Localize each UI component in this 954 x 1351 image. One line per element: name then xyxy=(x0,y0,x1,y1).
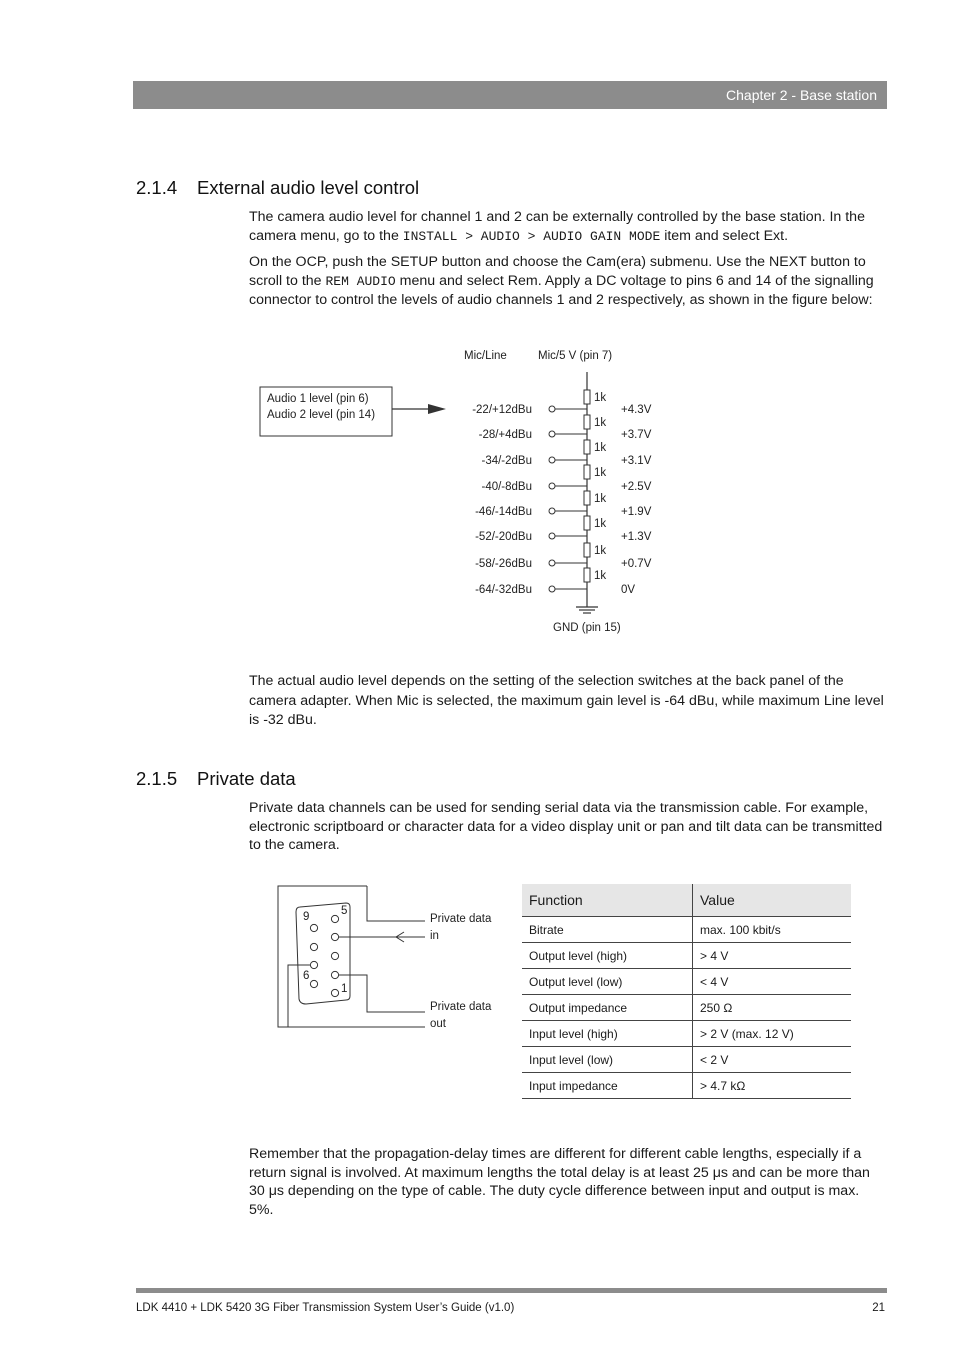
table-header-row xyxy=(522,884,851,917)
chapter-title: Chapter 2 - Base station xyxy=(726,87,877,103)
footer-bar xyxy=(136,1288,887,1293)
paragraph-propagation-delay: Remember that the propagation-delay times are different for different cable lengths, especially if a return signal is involved. At maximum lengths the total delay is at least 25 μs and can be more than 30 μs depending on the type of cable. The duty cycle difference between input and output is max. 5%. xyxy=(249,1146,870,1218)
voltage-label: +2.5V xyxy=(621,481,652,493)
level-label: -40/-8dBu xyxy=(481,481,532,493)
cell-value: 250 Ω xyxy=(693,995,852,1021)
table-row xyxy=(522,969,851,995)
cell-function: Bitrate xyxy=(522,917,693,943)
level-label: -58/-26dBu xyxy=(475,558,532,570)
next-button-name: NEXT xyxy=(768,254,807,270)
option-rem: Rem xyxy=(507,272,538,289)
table-row xyxy=(522,943,851,969)
text-run: button to scroll to the xyxy=(249,254,866,289)
cell-function: Input level (low) xyxy=(522,1047,693,1073)
paragraph-audio-level-note: The actual audio level depends on the setting of the selection switches at the back panel of the camera adapter. When Mic is selected, the maximum gain level is -64 dBu, while maximum Line level is -32 dBu. xyxy=(249,673,884,728)
label-mic-line: Mic/Line xyxy=(464,350,507,362)
pin-label-6: 6 xyxy=(303,970,310,982)
cell-function: Output impedance xyxy=(522,995,693,1021)
text-run: On the OCP, push the xyxy=(249,254,391,270)
cell-function: Output level (low) xyxy=(522,969,693,995)
text-run: menu and select xyxy=(395,272,508,289)
cell-value: > 2 V (max. 12 V) xyxy=(693,1021,852,1047)
resistor-label: 1k xyxy=(594,493,607,505)
cell-value: > 4 V xyxy=(693,943,852,969)
resistor-label: 1k xyxy=(594,442,607,454)
pin-label-1: 1 xyxy=(341,983,348,995)
cell-value: < 2 V xyxy=(693,1047,852,1073)
label-private-data-in-1: Private data xyxy=(430,913,492,925)
resistor-label: 1k xyxy=(594,417,607,429)
voltage-label: +4.3V xyxy=(621,404,652,416)
resistor-label: 1k xyxy=(594,518,607,530)
text-run: . xyxy=(784,227,789,244)
cell-function: Output level (high) xyxy=(522,943,693,969)
pin-7 xyxy=(310,961,317,968)
data-in-wire xyxy=(367,886,425,921)
resistor-label: 1k xyxy=(594,392,607,404)
label-mic-5v: Mic/5 V (pin 7) xyxy=(538,350,613,362)
voltage-label: +0.7V xyxy=(621,558,652,570)
private-data-out-wire xyxy=(339,975,425,1012)
menu-path-code: INSTALL > AUDIO > AUDIO GAIN MODE xyxy=(402,228,661,244)
text-run: . Apply a DC voltage to pins 6 and 14 of the signalling connector to control the levels of audio channels 1 and 2 respectively, as shown in the figure below: xyxy=(249,272,874,309)
label-gnd: GND (pin 15) xyxy=(553,622,621,634)
section-number: 2.1.4 xyxy=(136,177,178,198)
pin-9 xyxy=(310,924,317,931)
section-title: External audio level control xyxy=(197,177,420,198)
level-label: -46/-14dBu xyxy=(475,506,532,518)
table-row xyxy=(522,917,851,943)
pin-1 xyxy=(331,989,338,996)
level-label: -52/-20dBu xyxy=(475,531,532,543)
section-number: 2.1.5 xyxy=(136,768,178,789)
level-label: -28/+4dBu xyxy=(478,429,532,441)
private-data-spec-table xyxy=(522,884,851,1099)
setup-button-name: SETUP xyxy=(390,254,438,270)
pin-label-5: 5 xyxy=(341,905,348,917)
resistor-label: 1k xyxy=(594,545,607,557)
pin-label-9: 9 xyxy=(303,911,310,923)
cell-function: Input impedance xyxy=(522,1073,693,1099)
box-line-audio2: Audio 2 level (pin 14) xyxy=(267,409,376,421)
label-private-data-out-2: out xyxy=(430,1018,446,1030)
cell-value: < 4 V xyxy=(693,969,852,995)
cell-function: Input level (high) xyxy=(522,1021,693,1047)
resistor-label: 1k xyxy=(594,570,607,582)
column-header-value: Value xyxy=(693,884,852,917)
voltage-label: +1.9V xyxy=(621,506,652,518)
label-private-data-in-2: in xyxy=(430,930,439,942)
column-header-function: Function xyxy=(522,884,693,917)
voltage-label: +3.7V xyxy=(621,429,652,441)
section-title: Private data xyxy=(197,768,296,789)
option-ext: Ext xyxy=(763,227,785,244)
level-label: -64/-32dBu xyxy=(475,584,532,596)
table-row xyxy=(522,1021,851,1047)
pin-5 xyxy=(331,915,338,922)
voltage-label: +3.1V xyxy=(621,455,652,467)
level-label: -22/+12dBu xyxy=(472,404,532,416)
resistor-label: 1k xyxy=(594,467,607,479)
table-row xyxy=(522,1047,851,1073)
pin-4 xyxy=(331,933,338,940)
paragraph-private-data: Private data channels can be used for sending serial data via the transmission cable. For example, electronic scriptboard or character data for a video display unit or pan and tilt data can be transmitted to the camera. xyxy=(249,800,883,854)
cell-value: > 4.7 kΩ xyxy=(693,1073,852,1099)
table-row xyxy=(522,995,851,1021)
label-private-data-out-1: Private data xyxy=(430,1001,492,1013)
text-run: item and select xyxy=(660,227,764,244)
footer-document-title: LDK 4410 + LDK 5420 3G Fiber Transmission System User’s Guide (v1.0) xyxy=(136,1302,515,1314)
footer-page-number: 21 xyxy=(872,1302,885,1314)
level-label: -34/-2dBu xyxy=(481,455,532,467)
box-line-audio1: Audio 1 level (pin 6) xyxy=(267,393,369,405)
pin-3 xyxy=(331,952,338,959)
pin-6 xyxy=(310,980,317,987)
voltage-label: 0V xyxy=(621,584,636,596)
cell-value: max. 100 kbit/s xyxy=(693,917,852,943)
rem-audio-code: REM AUDIO xyxy=(325,273,396,289)
text-run: button and choose the Cam(era) submenu. Use the xyxy=(437,254,769,270)
pin-8 xyxy=(310,943,317,950)
pin-2 xyxy=(331,971,338,978)
table-row xyxy=(522,1073,851,1099)
text-run: The camera audio level for channel 1 and 2 can be externally controlled by the base station. In the camera menu, go to the xyxy=(249,209,865,244)
voltage-label: +1.3V xyxy=(621,531,652,543)
